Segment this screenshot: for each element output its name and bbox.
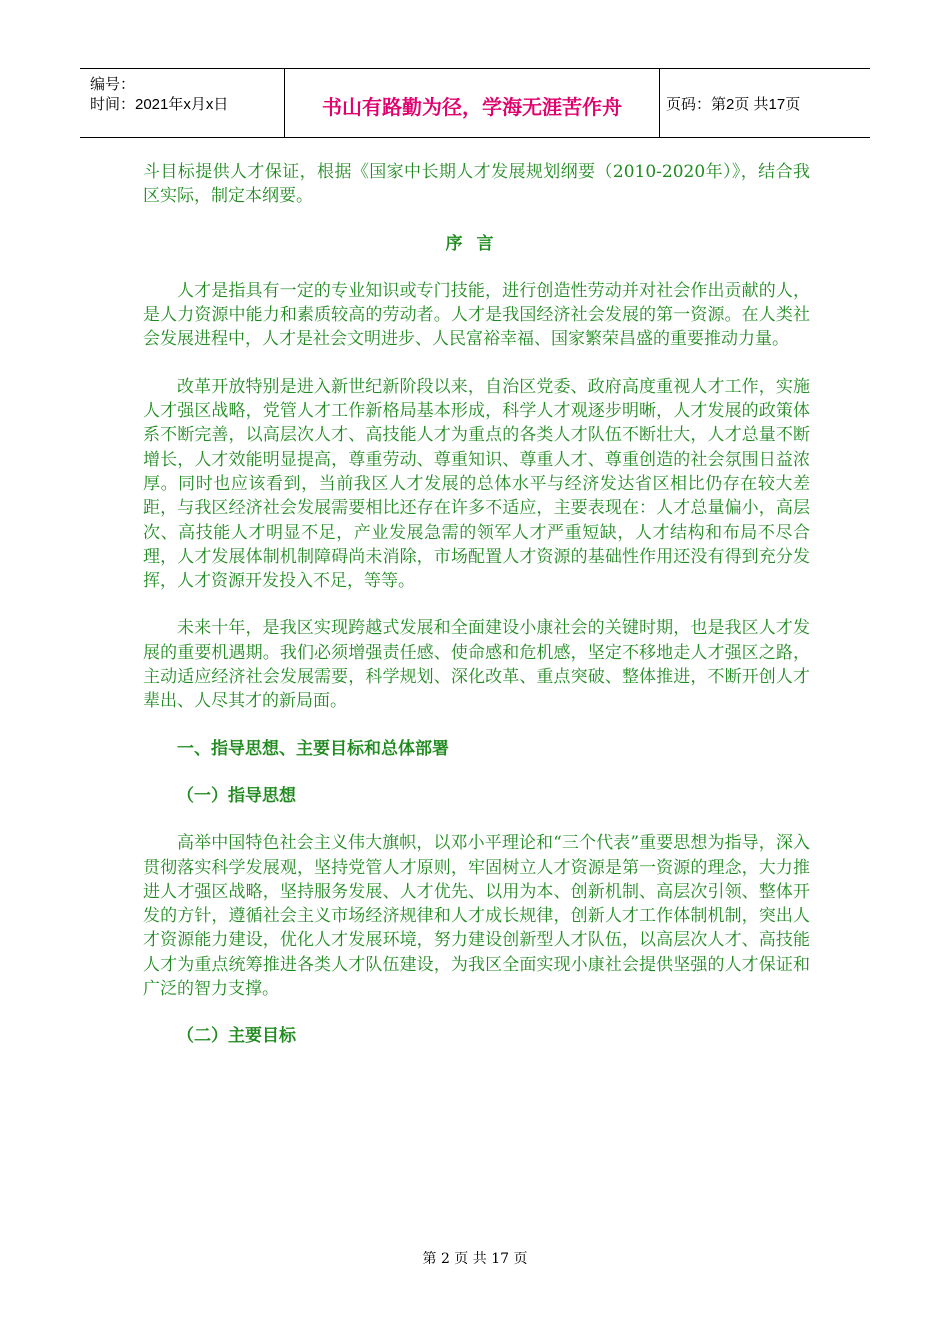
subsection-heading-1: （一）指导思想 — [177, 785, 296, 806]
document-body — [143, 160, 810, 1049]
header-page-cell — [660, 69, 870, 137]
paragraph-4: 高举中国特色社会主义伟大旗帜，以邓小平理论和“三个代表”重要思想为指导，深入贯彻落实科学发展观，坚持党管人才原则，牢固树立人才资源是第一资源的理念，大力推进人才强区战略，坚持服务发展、人才优先、以用为本、创新机制、高层次引领、整体开发的方针，遵循社会主义市场经济规律和人才成长规律，创新人才工作体制机制，突出人才资源能力建设，优化人才发展环境，努力建设创新型人才队伍，以高层次人才、高技能人才为重点统筹推进各类人才队伍建设，为我区全面实现小康社会提供坚强的人才保证和广泛的智力支撑。 — [143, 833, 810, 1000]
section-heading: 一、指导思想、主要目标和总体部署 — [177, 738, 449, 759]
header-meta-cell — [80, 69, 285, 137]
paragraph-1: 人才是指具有一定的专业知识或专门技能，进行创造性劳动并对社会作出贡献的人，是人力资源中能力和素质较高的劳动者。人才是我国经济社会发展的第一资源。在人类社会发展进程中，人才是社会文明进步、人民富裕幸福、国家繁荣昌盛的重要推动力量。 — [143, 280, 810, 350]
page-header — [80, 68, 870, 138]
preface-title: 序言 — [445, 233, 508, 254]
paragraph-2: 改革开放特别是进入新世纪新阶段以来，自治区党委、政府高度重视人才工作，实施人才强区战略，党管人才工作新格局基本形成，科学人才观逐步明晰，人才发展的政策体系不断完善，以高层次人才、高技能人才为重点的各类人才队伍不断壮大，人才总量不断增长，人才效能明显提高，尊重劳动、尊重知识、尊重人才、尊重创造的社会氛围日益浓厚。同时也应该看到，当前我区人才发展的总体水平与经济发达省区相比仍存在较大差距，与我区经济社会发展需要相比还存在许多不适应，主要表现在：人才总量偏小，高层次、高技能人才明显不足，产业发展急需的领军人才严重短缺，人才结构和布局不尽合理，人才发展体制机制障碍尚未消除，市场配置人才资源的基础性作用还没有得到充分发挥，人才资源开发投入不足，等等。 — [143, 376, 810, 592]
page-footer: 第 2 页 共 17 页 — [422, 1251, 528, 1267]
document-date: 时间：2021年x月x日 — [90, 96, 229, 113]
paragraph-3: 未来十年，是我区实现跨越式发展和全面建设小康社会的关键时期，也是我区人才发展的重要机遇期。我们必须增强责任感、使命感和危机感，坚定不移地走人才强区之路，主动适应经济社会发展需要，科学规划、深化改革、重点突破、整体推进，不断开创人才辈出、人尽其才的新局面。 — [143, 618, 810, 712]
header-page-info: 页码：第2页 共17页 — [666, 96, 801, 113]
continuation-paragraph: 斗目标提供人才保证，根据《国家中长期人才发展规划纲要（2010-2020年）》，结合我区实际，制定本纲要。 — [143, 162, 810, 207]
document-number-label: 编号： — [90, 76, 136, 93]
subsection-heading-2: （二）主要目标 — [177, 1026, 296, 1047]
header-motto: 书山有路勤为径，学海无涯苦作舟 — [322, 95, 622, 119]
header-motto-cell — [285, 69, 660, 137]
